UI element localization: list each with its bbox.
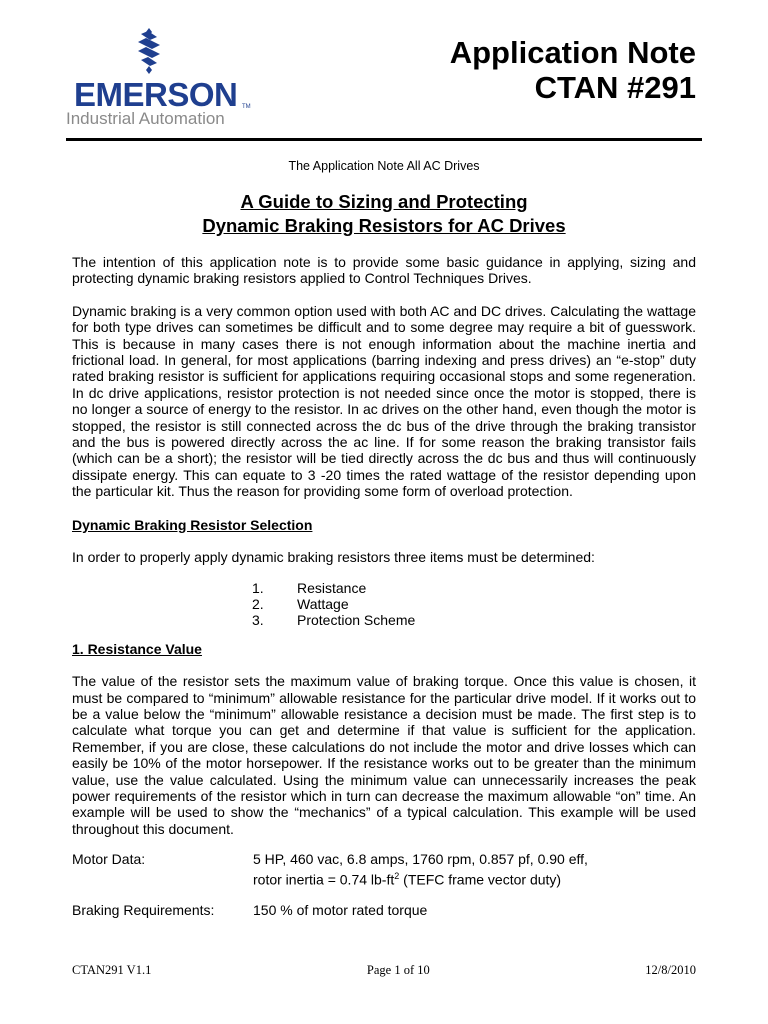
inertia-exponent: 2 xyxy=(394,870,400,881)
logo-trademark: TM xyxy=(242,104,251,110)
requirement-list xyxy=(252,580,696,629)
motor-data-value xyxy=(253,851,696,887)
section-heading-selection: Dynamic Braking Resistor Selection xyxy=(72,516,313,533)
document-body xyxy=(72,254,696,918)
list-item xyxy=(252,580,696,596)
braking-requirements-row xyxy=(72,902,696,918)
braking-paragraph: Dynamic braking is a very common option used with both AC and DC drives. Calculating the wattage for both type drives can sometimes be difficult and to some degree may require a bit of guesswork. This is because in many cases there is not enough information about the machine inertia and frictional load. In general, for most applications (barring indexing and press drives) an “e-stop” duty rated braking resistor is sufficient for applications requiring occasional stops and some regeneration. In dc drive applications, resistor protection is not needed since once the motor is stopped, there is no longer a source of energy to the resistor. In ac drives on the other hand, even though the motor is stopped, the resistor is still connected across the dc bus of the drive through the braking transistor and the bus is powered directly across the ac line. If for some reason the braking transistor fails (which can be a short); the resistor will be tied directly across the dc bus and thus will continuously dissipate energy. This can equate to 3 -20 times the rated wattage of the resistor depending upon the particular kit. Thus the reason for providing some form of overload protection. xyxy=(72,302,696,500)
selection-intro: In order to properly apply dynamic braking resistors three items must be determined: xyxy=(72,549,595,566)
page-footer xyxy=(72,963,696,978)
section-heading-resistance: 1. Resistance Value xyxy=(72,640,202,657)
braking-requirements-label: Braking Requirements: xyxy=(72,901,215,918)
title-line-2: Dynamic Braking Resistors for AC Drives xyxy=(202,215,566,237)
list-item-label: Protection Scheme xyxy=(297,612,416,629)
header-divider xyxy=(66,138,702,141)
page-title xyxy=(60,190,708,238)
document-heading xyxy=(450,36,696,105)
inertia-frame-text: (TEFC frame vector duty) xyxy=(399,871,562,888)
resistance-paragraph: The value of the resistor sets the maximum value of braking torque. Once this value is chosen, it must be compared to “minimum” allowable resistance for the particular drive model. If it works out to be a value below the “minimum” allowable resistance a decision must be made. The first step is to calculate what torque you can get and determine if that value is sufficient for the application. Remember, if you are close, these calculations do not include the motor and drive losses which can easily be 10% of the motor horsepower. If the resistance works out to be greater than the minimum value, use the value calculated. Using the minimum value can unnecessarily increases the peak power requirements of the resistor which in turn can decrease the maximum allowable “on” time. An example will be used to show the “mechanics” of a typical calculation. This example will be used throughout this document. xyxy=(72,673,696,837)
list-item-label: Resistance xyxy=(297,579,367,596)
footer-document-id: CTAN291 V1.1 xyxy=(72,963,152,977)
list-item-label: Wattage xyxy=(297,595,349,612)
list-item-number: 2. xyxy=(252,595,264,612)
motor-data-row xyxy=(72,851,696,887)
heading-line-1: Application Note xyxy=(449,35,696,70)
motor-data-label: Motor Data: xyxy=(72,851,146,868)
logo-wordmark: EMERSON xyxy=(74,76,238,113)
footer-date: 12/8/2010 xyxy=(645,963,696,977)
logo-subtitle: Industrial Automation xyxy=(66,109,225,128)
footer-page-number: Page 1 of 10 xyxy=(366,963,430,977)
document-subtitle: The Application Note All AC Drives xyxy=(288,159,480,173)
braking-requirements-value: 150 % of motor rated torque xyxy=(253,901,428,918)
heading-line-2: CTAN #291 xyxy=(534,69,696,105)
intro-paragraph: The intention of this application note is to provide some basic guidance in applying, sizing and protecting dynamic braking resistors applied to Control Techniques Drives. xyxy=(72,254,696,287)
list-item-number: 1. xyxy=(252,579,264,596)
list-item-number: 3. xyxy=(252,612,264,629)
motor-data-line-2 xyxy=(253,868,696,888)
emerson-emblem-icon xyxy=(132,28,166,74)
inertia-text: rotor inertia = 0.74 lb-ft xyxy=(253,871,395,888)
list-item xyxy=(252,612,696,628)
motor-data-line-1: 5 HP, 460 vac, 6.8 amps, 1760 rpm, 0.857 pf, 0.90 eff, xyxy=(253,851,588,868)
title-line-1: A Guide to Sizing and Protecting xyxy=(240,191,528,212)
list-item xyxy=(252,596,696,612)
emerson-logo xyxy=(66,28,266,132)
